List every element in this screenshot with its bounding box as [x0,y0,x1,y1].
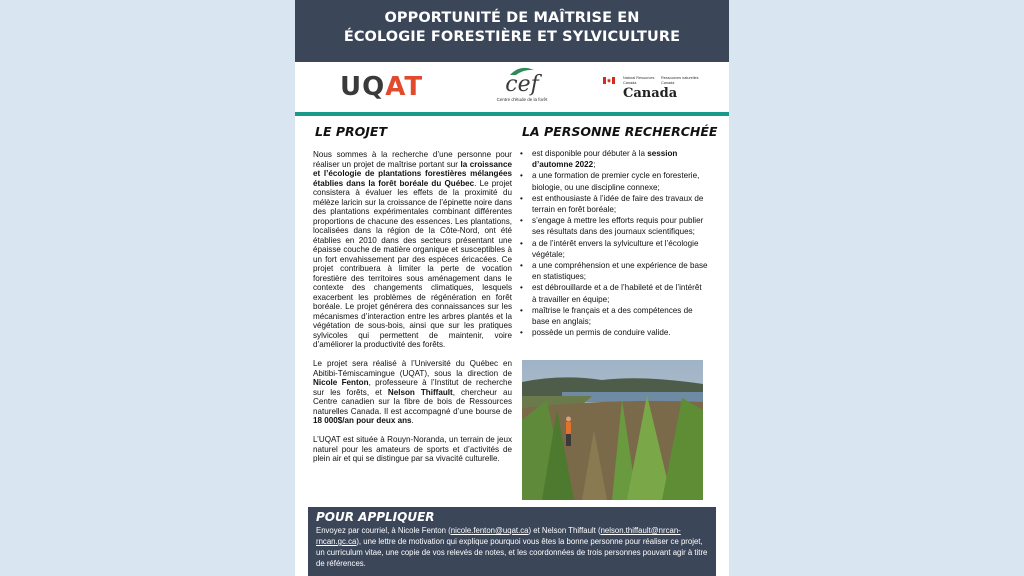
section-title-personne: LA PERSONNE RECHERCHÉE [522,124,718,139]
item1-text-a: est disponible pour débuter à la [532,149,648,158]
cef-leaf-icon [506,66,538,76]
session-start: session d’automne 2022 [532,149,678,170]
apply-box [308,507,716,576]
email-link-fenton[interactable]: nicole.fenton@uqat.ca [450,526,529,535]
list-item: • maîtrise le français et a des compétences de base en anglais; [520,305,708,327]
list-item [520,148,708,170]
codirector-name: Nelson Thiffault [387,387,453,397]
projet-p1-bold: la croissance et l’écologie de plantations forestières mélangées établies dans la forêt boréale du Québec [313,159,512,188]
list-item: • est enthousiaste à l’idée de faire des travaux de terrain en forêt boréale; [520,193,708,215]
teal-divider [295,112,729,116]
list-item: • a une formation de premier cycle en foresterie, biologie, ou une discipline connexe; [520,170,708,192]
list-item: • s’engage à mettre les efforts requis pour publier ses résultats dans des journaux scientifiques; [520,215,708,237]
nrcan-name-fr: Ressources naturelles Canada [661,76,699,85]
header-title-line2: ÉCOLOGIE FORESTIÈRE ET SYLVICULTURE [343,29,681,45]
nrcan-name-en: Natural Resources Canada [623,76,655,85]
item1-text-c: ; [593,160,596,170]
cef-logo-word: cef [505,72,539,97]
bourse-amount: 18 000$/an pour deux ans [313,416,412,425]
poster-header [295,0,729,62]
logo-bar [295,62,729,112]
projet-p2-text-g: . [411,416,414,425]
poster-page [295,0,729,576]
list-item: • possède un permis de conduire valide. [520,327,708,338]
email-link-thiffault[interactable]: nelson.thiffault@nrcan-rncan.gc.ca [316,526,681,546]
personne-list [520,148,708,338]
apply-text [316,525,710,569]
section-title-projet: LE PROJET [315,124,387,139]
cef-logo-subtitle: Centre d'étude de la forêt [496,97,548,102]
list-item: • est débrouillarde et a de l’habileté et de l’intérêt à travailler en équipe; [520,282,708,304]
cef-logo [492,66,552,108]
apply-text-3: ), une lettre de motivation qui explique pourquoi vous êtes la bonne personne pour réaliser ce projet, un curriculum vitae, une copie de vos relevés de notes, et les coordonnées de trois personnes pouvant agir à titre de références. [316,537,708,568]
projet-body [313,150,512,473]
projet-p1-text-a: Nous sommes à la recherche d’une personne pour réaliser un projet de maîtrise portant sur [313,150,512,169]
canada-flag-icon [603,77,615,84]
director-name: Nicole Fenton [313,378,369,387]
projet-paragraph-3: L’UQAT est située à Rouyn-Noranda, un terrain de jeux naturel pour les amateurs de sports et d’activités de plein air et qui se distingue par sa vivacité culturelle. [313,435,512,463]
nrcan-logo [603,74,713,104]
apply-text-1: Envoyez par courriel, à Nicole Fenton ( [316,526,451,535]
projet-p2-text-c: , professeure à l’Institut de recherche sur les forêts, et [313,378,513,397]
apply-text-2: ) et Nelson Thiffault ( [528,526,601,535]
projet-p2-text-e: , chercheur au Centre canadien sur la fibre de bois de Ressources naturelles Canada. Il est accompagné d’une bourse de [313,387,512,416]
uqat-logo-at: AT [385,72,424,102]
personne-body [520,148,708,338]
projet-paragraph-2 [313,359,512,426]
canada-wordmark: Canada [623,86,678,101]
apply-title: POUR APPLIQUER [316,510,435,524]
list-item: • a de l’intérêt envers la sylviculture et l’écologie végétale; [520,238,708,260]
uqat-logo-uq: UQ [340,72,386,102]
uqat-logo [340,72,423,102]
list-item: • a une compréhension et une expérience de base en statistiques; [520,260,708,282]
header-title-line1: OPPORTUNITÉ DE MAÎTRISE EN [384,10,640,26]
projet-p2-text-a: Le projet sera réalisé à l’Université du Québec en Abitibi-Témiscamingue (UQAT), sous la direction de [313,359,512,378]
projet-paragraph-1 [313,150,512,350]
projet-p1-text-c: . Le projet consistera à évaluer les effets de la proximité du mélèze laricin sur la croissance de l’épinette noire dans des plantations expérimentales combinant différentes proportions de chacune des essences. Les plantations, localisées dans la région de la Côte-Nord, ont été établies en 2010 dans des secteurs présentant une épaisse couche de matière organique et susceptibles à un fort envahissement par des espèces éricacées. Ce projet contribuera à limiter la perte de vocation forestière des territoires sous aménagement dans le contexte des changements climatiques, lesquels exacerbent les problèmes de régénération en forêt boréale. Le projet générera des connaissances sur les mécanismes d’interaction entre les arbres plantés et la végétation de sous-bois, ainsi que sur les pratiques sylvicoles qui permettent de maintenir, voire d’améliorer la productivité des forêts. [313,178,512,349]
forest-plantation-image [522,360,703,500]
plantation-photo [522,360,703,500]
